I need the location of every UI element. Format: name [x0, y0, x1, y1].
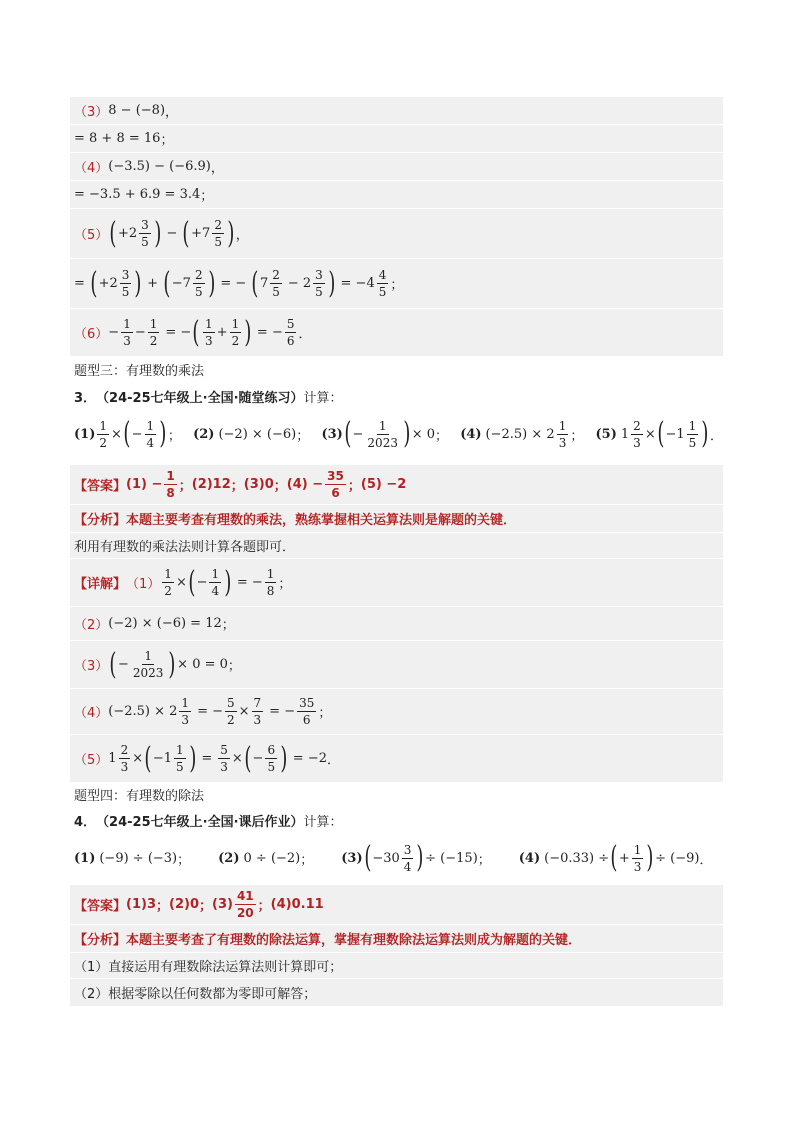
operator: − [166, 226, 178, 241]
math-expression: = 8 + 8 = 16 [74, 131, 161, 146]
item-label: （5） [74, 228, 109, 243]
solution-line-4-result [70, 180, 723, 208]
fraction: $\frac{1}{3}$ [123, 317, 131, 348]
solution-line-4 [70, 152, 723, 180]
document-page [70, 96, 723, 1006]
punctuation: ， [210, 161, 224, 176]
fraction: $\frac{3}{5}$ [121, 268, 130, 299]
part-2: (2) (−2) × (−6) ； [193, 426, 310, 444]
part-1: (1) (−9) ÷ (−3) ； [74, 850, 191, 868]
mixed-number-whole: +2 [118, 226, 138, 241]
punctuation: ． [298, 327, 312, 342]
analysis-tag: 【分析】 [74, 513, 127, 528]
fraction: $\frac{3}{5}$ [315, 268, 323, 299]
question-parts [70, 834, 723, 882]
part-4: (4) (−2.5) × 2 $\frac{1}{3}$ ； [460, 418, 584, 450]
item-label: （4） [74, 161, 109, 176]
fraction: $\frac{5}{6}$ [286, 317, 295, 348]
operator: = [74, 276, 85, 291]
detail-line-5: （5） 1 $\frac{2}{3}$ × ( −1 $\frac{1}{5}$ ) = $\frac{5}{3}$ × ( − $\frac{6}{5}$ ) = −2 ． [70, 734, 723, 782]
detail-tag: 【详解】 [74, 577, 127, 592]
detail-line-2: （2） (−2) × (−6) = 12 ； [70, 606, 723, 640]
part-3: (3) ( − $\frac{1}{2023}$ ) × 0 ； [321, 416, 448, 451]
analysis-line: 【分析】 本题主要考查了有理数的除法运算，掌握有理数除法运算法则成为解题的关键． [70, 924, 723, 952]
math-expression: 8 − (−8) [108, 103, 166, 118]
item-label: （3） [74, 105, 109, 120]
section-heading: 题型三：有理数的乘法 [74, 363, 205, 379]
item-label: （6） [74, 327, 109, 342]
question-stem: 计算： [303, 390, 343, 406]
answer-tag: 【答案】 [74, 479, 127, 494]
solution-line-3 [70, 96, 723, 124]
question-source: （24-25七年级上·全国·课后作业） [96, 814, 304, 830]
answer-tag: 【答案】 [74, 899, 127, 914]
punctuation: ； [390, 278, 404, 293]
punctuation: ， [165, 105, 179, 120]
analysis-step-2: （2）根据零除以任何数都为零即可解答； [70, 978, 723, 1006]
part-2: (2) 0 ÷ (−2) ； [218, 850, 314, 868]
analysis-line-2: 利用有理数的乘法法则计算各题即可． [70, 532, 723, 558]
fraction: $\frac{1}{3}$ [205, 317, 213, 348]
analysis-step-1: （1）直接运用有理数除法运算法则计算即可； [70, 952, 723, 978]
mixed-number-whole: +7 [191, 226, 211, 241]
part-4: (4) (−0.33) ÷ ( + $\frac{1}{3}$ ) ÷ (−9) ． [518, 840, 713, 875]
question-number: 3． [74, 390, 97, 406]
analysis-tag: 【分析】 [74, 933, 127, 948]
part-3: (3) ( −30 $\frac{3}{4}$ ) ÷ (−15) ； [341, 840, 491, 875]
punctuation: ； [200, 189, 214, 204]
math-expression: (−3.5) − (−6.9) [108, 159, 211, 174]
analysis-line: 【分析】 本题主要考查有理数的乘法，熟练掌握相关运算法则是解题的关键． [70, 504, 723, 532]
answer-line [70, 464, 723, 504]
question-stem: 计算： [303, 814, 343, 830]
fraction: $\frac{3}{5}$ [141, 218, 149, 249]
fraction: $\frac{2}{5}$ [272, 268, 280, 299]
fraction: $\frac{1}{2}$ [231, 317, 240, 348]
solution-line-6: （6） − $\frac{1}{3}$ − $\frac{1}{2}$ = − ( $\frac{1}{3}$ + $\frac{1}{2}$ ) = − $\frac{5}{6}$ ． [70, 308, 723, 356]
math-expression: = −3.5 + 6.9 = 3.4 [74, 187, 201, 202]
detail-line-4: （4） (−2.5) × 2 $\frac{1}{3}$ = − $\frac{5}{2}$ × $\frac{7}{3}$ = − $\frac{35}{6}$ ； [70, 688, 723, 734]
answer-content: (1) − $\frac{1}{8}$ ； (2)12 ； (3)0 ； (4) − $\frac{35}{6}$ ； (5) −2 [126, 469, 407, 500]
fraction: $\frac{2}{5}$ [214, 218, 222, 249]
question-header [70, 382, 723, 410]
punctuation: ， [235, 228, 249, 243]
answer-line [70, 884, 723, 924]
fraction: $\frac{2}{5}$ [194, 268, 203, 299]
question-parts [70, 410, 723, 458]
solution-line-3-result [70, 124, 723, 152]
fraction: $\frac{4}{5}$ [378, 268, 387, 299]
answer-content: (1)3 ； (2)0 ； (3) $\frac{41}{20}$ ； (4)0.11 [126, 889, 324, 920]
part-5: (5) 1 $\frac{2}{3}$ × ( −1 $\frac{1}{5}$ ) ． [595, 416, 723, 451]
punctuation: ； [160, 133, 174, 148]
fraction: $\frac{1}{2}$ [149, 317, 158, 348]
section-heading: 题型四：有理数的除法 [74, 788, 205, 804]
solution-line-5-result: = ( +2 $\frac{3}{5}$ ) + ( −7 $\frac{2}{5}$ ) = − ( 7 $\frac{2}{5}$ − 2 $\frac{3}{5}$ ) = −4 $\frac{4}{5}$ ； [70, 258, 723, 308]
detail-line-1: 【详解】 （1） $\frac{1}{2}$ × ( − $\frac{1}{4}$ ) = − $\frac{1}{8}$ ； [70, 558, 723, 606]
question-header [70, 806, 723, 834]
part-1: (1) $\frac{1}{2}$ × ( − $\frac{1}{4}$ ) ； [74, 416, 181, 451]
solution-line-5: （5） ( +2 $\frac{3}{5}$ ) − ( +7 $\frac{2}{5}$ ) ， [70, 208, 723, 258]
detail-line-3: （3） ( − $\frac{1}{2023}$ ) × 0 = 0 ； [70, 640, 723, 688]
question-source: （24-25七年级上·全国·随堂练习） [96, 390, 304, 406]
question-number: 4． [74, 814, 97, 830]
